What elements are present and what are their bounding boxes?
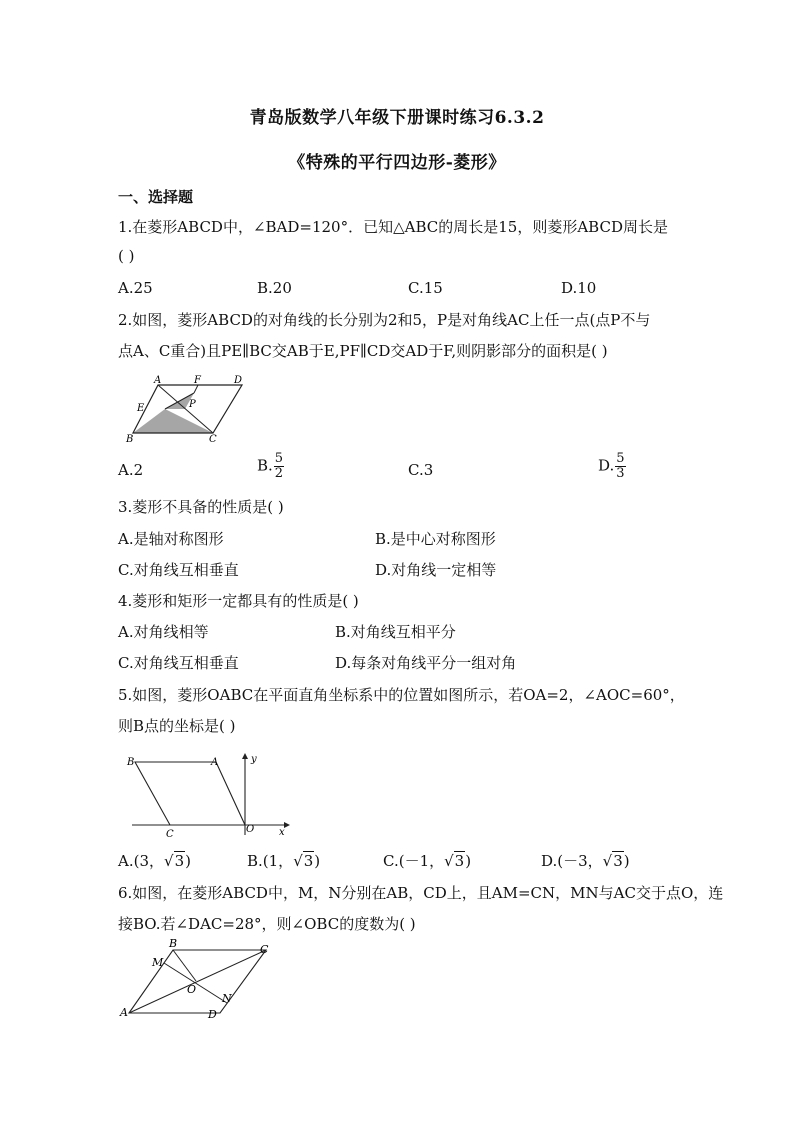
- q5-y-axis-arrow: [242, 753, 248, 759]
- q2-rhombus-figure: [118, 372, 250, 444]
- q5-option-a: [118, 850, 191, 871]
- q4-option-a: A.对角线相等: [118, 623, 209, 641]
- page-title: 青岛版数学八年级下册课时练习6.3.2: [249, 108, 545, 128]
- q2-option-b-denominator: 2: [274, 466, 284, 481]
- q5-option-a-sqrt: √3: [164, 852, 185, 870]
- q2-label-b: B: [126, 434, 134, 444]
- q3-option-a: A.是轴对称图形: [118, 530, 224, 548]
- q5-option-b: [247, 850, 320, 871]
- q2-option-b: [257, 452, 284, 481]
- section-heading: 一、选择题: [118, 188, 194, 206]
- q2-label-d: D: [234, 375, 243, 386]
- q5-option-d-sqrt: √3: [602, 852, 623, 870]
- q5-option-c: [383, 850, 471, 871]
- q5-option-b-sqrt: √3: [293, 852, 314, 870]
- q5-option-d-radicand: 3: [613, 852, 623, 870]
- q4-stem: 4.菱形和矩形一定都具有的性质是( ): [118, 592, 359, 610]
- q6-diagonal-ac: [129, 950, 266, 1013]
- q2-label-p: P: [189, 399, 196, 410]
- q2-option-d-fraction: [615, 452, 625, 481]
- q2-option-b-label: B.: [257, 456, 273, 475]
- q5-option-d-suffix: ): [623, 852, 630, 870]
- q5-x-axis-arrow: [284, 822, 290, 828]
- q2-stem-line1: 2.如图，菱形ABCD的对角线的长分别为2和5，P是对角线AC上任一点(点P不与: [118, 311, 651, 329]
- q3-stem: 3.菱形不具备的性质是( ): [118, 498, 284, 516]
- q2-option-b-numerator: 5: [274, 451, 284, 466]
- q5-rhombus-outline: [135, 762, 245, 825]
- q2-option-c: C.3: [408, 461, 434, 479]
- q5-option-a-radicand: 3: [174, 852, 185, 870]
- q2-label-c: C: [209, 434, 217, 444]
- q5-option-a-suffix: ): [185, 852, 191, 870]
- q6-stem-line1: 6.如图，在菱形ABCD中，M，N分别在AB，CD上，且AM=CN，MN与AC交于点O，连: [118, 884, 724, 902]
- page-subtitle: 《特殊的平行四边形-菱形》: [288, 153, 506, 173]
- q2-option-d: [598, 452, 626, 481]
- q1-option-c: C.15: [408, 279, 443, 297]
- q6-label-o: O: [187, 983, 197, 996]
- q5-label-x: x: [279, 827, 285, 838]
- q5-option-c-radicand: 3: [454, 852, 465, 870]
- q5-stem-line1: 5.如图，菱形OABC在平面直角坐标系中的位置如图所示，若OA=2，∠AOC=60°，: [118, 686, 685, 704]
- q5-label-a: A: [211, 757, 219, 768]
- q2-option-d-denominator: 3: [616, 466, 625, 481]
- q2-shaded-triangle-lower: [133, 409, 213, 433]
- q5-label-c: C: [166, 829, 174, 840]
- q2-option-d-numerator: 5: [616, 451, 625, 466]
- q1-option-a: A.25: [118, 279, 153, 297]
- q3-option-b: B.是中心对称图形: [375, 530, 496, 548]
- q5-option-b-prefix: B.(1，: [247, 852, 294, 870]
- q4-option-d: D.每条对角线平分一组对角: [335, 654, 517, 672]
- q6-label-b: B: [169, 938, 178, 950]
- q1-stem-line1: 1.在菱形ABCD中，∠BAD=120°．已知△ABC的周长是15，则菱形ABCD周长是: [118, 218, 668, 236]
- q2-option-b-fraction: [274, 452, 284, 481]
- q2-label-e: E: [137, 403, 145, 414]
- q5-option-c-suffix: ): [465, 852, 472, 870]
- q1-option-b: B.20: [257, 279, 292, 297]
- q5-option-c-prefix: C.(－1，: [383, 852, 445, 870]
- q2-option-d-label: D.: [598, 456, 615, 475]
- q5-option-a-prefix: A.(3，: [118, 852, 164, 870]
- q5-option-b-radicand: 3: [303, 852, 314, 870]
- q3-option-c: C.对角线互相垂直: [118, 561, 239, 579]
- q6-stem-line2: 接BO.若∠DAC=28°，则∠OBC的度数为( ): [118, 915, 416, 933]
- q6-label-c: C: [260, 943, 269, 956]
- q6-label-m: M: [152, 956, 164, 969]
- q5-coordinate-figure: [118, 750, 296, 840]
- q6-label-n: N: [222, 992, 232, 1005]
- q5-label-y: y: [251, 754, 257, 765]
- q6-label-d: D: [208, 1008, 217, 1020]
- q2-label-a: A: [154, 375, 162, 386]
- q5-option-d: [541, 850, 630, 871]
- q1-option-d: D.10: [561, 279, 597, 297]
- q2-stem-line2: 点A、C重合)且PE∥BC交AB于E,PF∥CD交AD于F,则阴影部分的面积是( ): [118, 342, 608, 360]
- q5-label-b: B: [127, 757, 135, 768]
- q6-label-a: A: [120, 1006, 128, 1019]
- q5-stem-line2: 则B点的坐标是( ): [118, 717, 236, 735]
- q2-option-a: A.2: [118, 461, 144, 479]
- q6-rhombus-figure: [118, 938, 274, 1020]
- q4-option-b: B.对角线互相平分: [335, 623, 456, 641]
- q2-label-f: F: [194, 375, 201, 386]
- q4-option-c: C.对角线互相垂直: [118, 654, 239, 672]
- q1-stem-line2: ( ): [118, 247, 135, 265]
- q5-option-d-prefix: D.(－3，: [541, 852, 603, 870]
- q3-option-d: D.对角线一定相等: [375, 561, 497, 579]
- q5-option-c-sqrt: √3: [444, 852, 465, 870]
- q5-label-o: O: [246, 824, 255, 835]
- q5-option-b-suffix: ): [314, 852, 321, 870]
- q2-line-pf: [194, 385, 198, 393]
